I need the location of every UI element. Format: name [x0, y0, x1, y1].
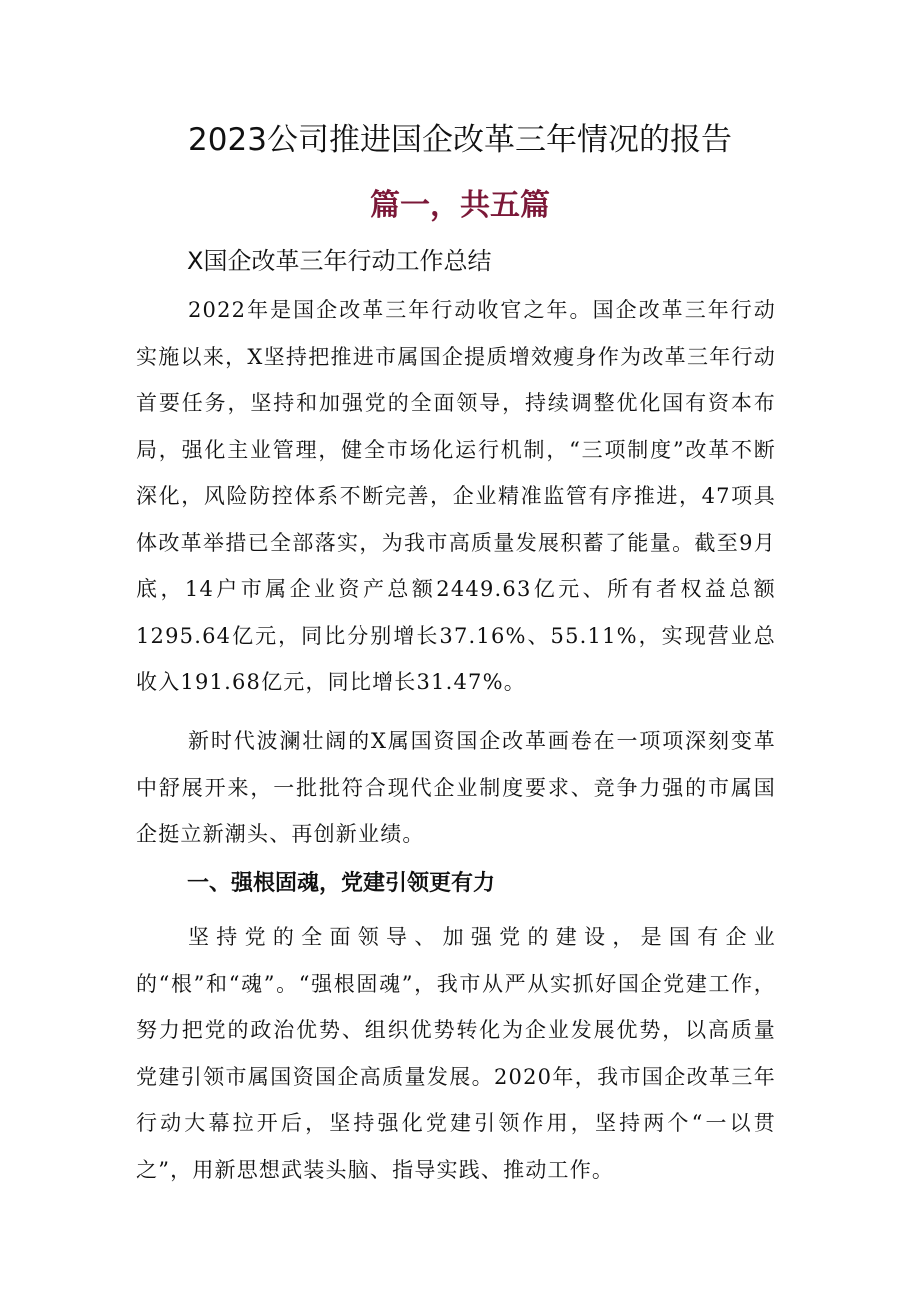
- paragraph-party-leadership: 坚持党的全面领导、加强党的建设，是国有企业的“根”和“魂”。“强根固魂”，我市从严从实抓好国企党建工作，努力把党的政治优势、组织优势转化为企业发展优势，以高质量党建引领市属国资国企高质量发展。2020年，我市国企改革三年行动大幕拉开后，坚持强化党建引领作用，坚持两个“一以贯之”，用新思想武装头脑、指导实践、推动工作。: [136, 925, 776, 1182]
- paragraph-reform-picture: 新时代波澜壮阔的X属国资国企改革画卷在一项项深刻变革中舒展开来，一批批符合现代企业制度要求、竞争力强的市属国企挺立新潮头、再创新业绩。: [136, 729, 776, 846]
- section-title: X国企改革三年行动工作总结: [187, 247, 492, 275]
- document-title: 2023公司推进国企改革三年情况的报告: [188, 122, 732, 158]
- heading-party-building: 一、强根固魂，党建引领更有力: [187, 871, 496, 896]
- document-subtitle: 篇一，共五篇: [370, 188, 550, 223]
- paragraph-summary: 2022年是国企改革三年行动收官之年。国企改革三年行动实施以来，X坚持把推进市属国企提质增效瘦身作为改革三年行动首要任务，坚持和加强党的全面领导，持续调整优化国有资本布局，强化主业管理，健全市场化运行机制，“三项制度”改革不断深化，风险防控体系不断完善，企业精准监管有序推进，47项具体改革举措已全部落实，为我市高质量发展积蓄了能量。截至9月底，14户市属企业资产总额2449.63亿元、所有者权益总额1295.64亿元，同比分别增长37.16%、55.11%，实现营业总收入191.68亿元，同比增长31.47%。: [136, 298, 776, 694]
